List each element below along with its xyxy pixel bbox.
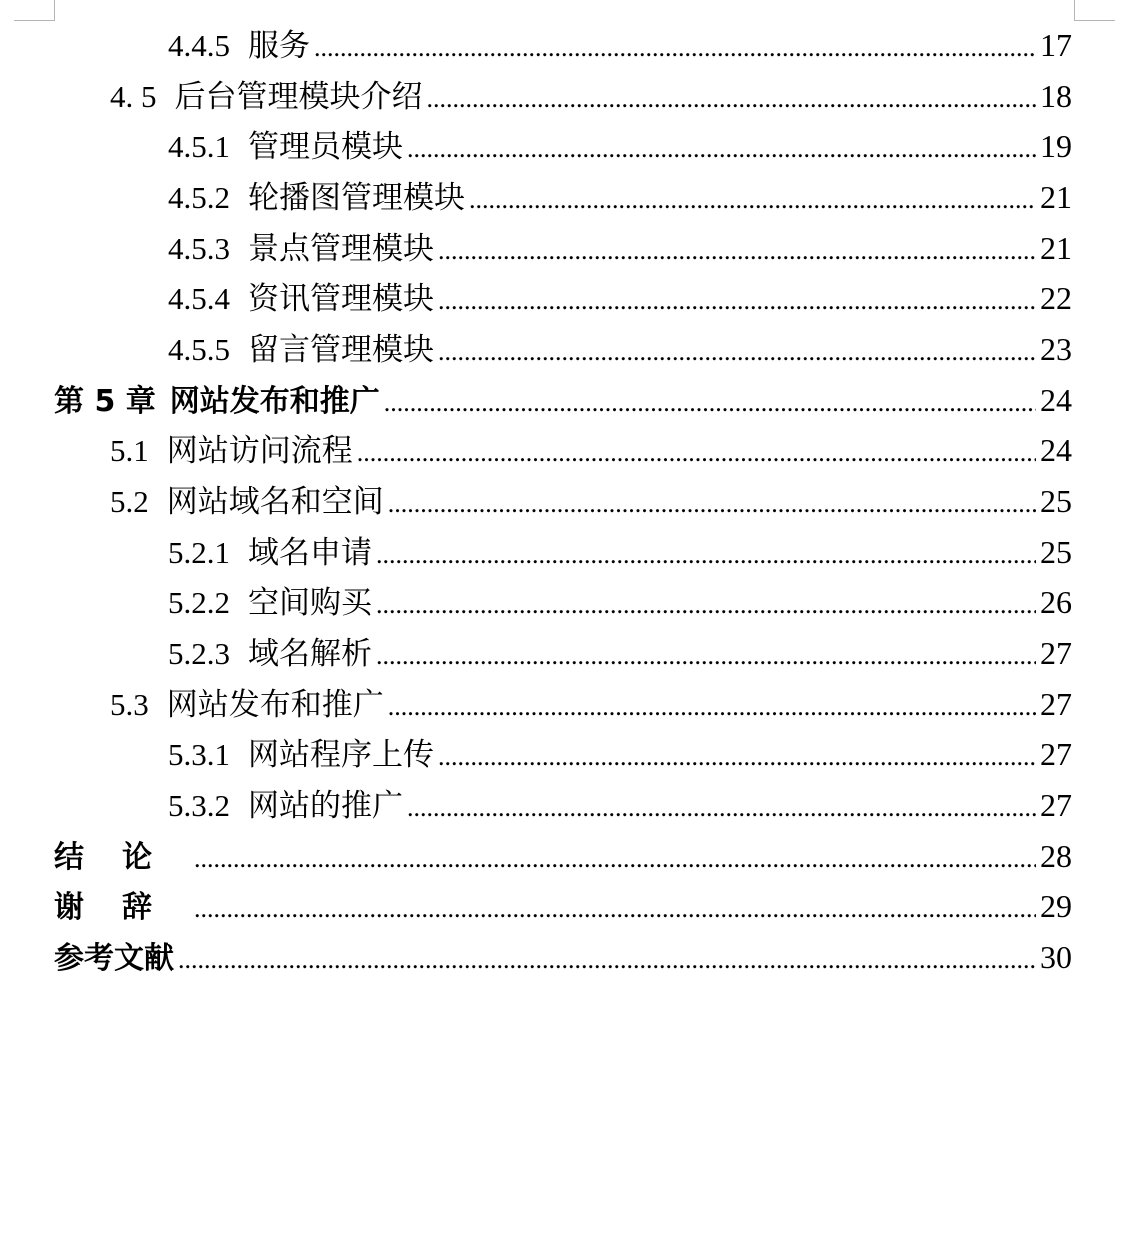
dot-leader bbox=[407, 783, 1036, 833]
toc-entry-number: 5.1 bbox=[110, 433, 149, 468]
toc-entry-title: 结论 bbox=[54, 840, 190, 875]
toc-entry-page: 21 bbox=[1040, 230, 1072, 266]
toc-entry-number: 4.4.5 bbox=[168, 28, 230, 63]
toc-entry[interactable] bbox=[168, 273, 1072, 323]
toc-entry-number: 5.3 bbox=[110, 687, 149, 722]
toc-entry-number: 5.3.2 bbox=[168, 788, 230, 823]
dot-leader bbox=[388, 682, 1036, 732]
toc-entry[interactable] bbox=[110, 71, 1072, 121]
toc-entry-page: 27 bbox=[1040, 686, 1072, 722]
toc-entry-title: 网站发布和推广 bbox=[166, 687, 384, 723]
toc-entry-page: 28 bbox=[1040, 838, 1072, 874]
toc-entry-title: 管理员模块 bbox=[248, 129, 403, 165]
toc-entry-page: 18 bbox=[1040, 78, 1072, 114]
toc-entry-number: 5.3.1 bbox=[168, 737, 230, 772]
toc-entry-chapter[interactable] bbox=[54, 881, 1072, 931]
dot-leader bbox=[194, 834, 1036, 884]
toc-entry-number: 5.2.1 bbox=[168, 535, 230, 570]
toc-entry-title: 网站的推广 bbox=[248, 788, 403, 824]
toc-entry[interactable] bbox=[168, 223, 1072, 273]
toc-entry-title: 网站访问流程 bbox=[166, 433, 353, 469]
toc-entry-page: 21 bbox=[1040, 179, 1072, 215]
toc-entry-page: 22 bbox=[1040, 280, 1072, 316]
toc-entry[interactable] bbox=[168, 324, 1072, 374]
toc-entry[interactable] bbox=[168, 780, 1072, 830]
toc-entry-title: 轮播图管理模块 bbox=[248, 180, 465, 216]
toc-entry-page: 27 bbox=[1040, 635, 1072, 671]
toc-entry-number: 4.5.3 bbox=[168, 231, 230, 266]
toc-entry[interactable] bbox=[168, 121, 1072, 171]
toc-entry-number: 5.2.3 bbox=[168, 636, 230, 671]
dot-leader bbox=[469, 175, 1036, 225]
toc-entry-page: 26 bbox=[1040, 584, 1072, 620]
toc-entry[interactable] bbox=[110, 679, 1072, 729]
toc-entry-page: 25 bbox=[1040, 534, 1072, 570]
toc-entry[interactable] bbox=[168, 527, 1072, 577]
toc-entry[interactable] bbox=[110, 425, 1072, 475]
dot-leader bbox=[376, 530, 1036, 580]
dot-leader bbox=[314, 23, 1036, 73]
toc-entry-number: 4.5.2 bbox=[168, 180, 230, 215]
toc-entry-title: 空间购买 bbox=[248, 585, 372, 621]
toc-entry-title: 服务 bbox=[248, 28, 310, 64]
dot-leader bbox=[178, 935, 1036, 985]
toc-entry-number: 4.5.4 bbox=[168, 281, 230, 316]
toc-entry-page: 24 bbox=[1040, 382, 1072, 418]
toc-entry[interactable] bbox=[168, 628, 1072, 678]
toc-entry-title: 资讯管理模块 bbox=[248, 281, 434, 317]
toc-entry-number: 4.5.5 bbox=[168, 332, 230, 367]
dot-leader bbox=[407, 124, 1036, 174]
dot-leader bbox=[376, 631, 1036, 681]
toc-entry-page: 29 bbox=[1040, 888, 1072, 924]
toc-entry-number: 5.2 bbox=[110, 484, 149, 519]
toc-entry-title: 景点管理模块 bbox=[248, 231, 434, 267]
toc-entry-page: 27 bbox=[1040, 787, 1072, 823]
toc-entry-page: 24 bbox=[1040, 432, 1072, 468]
toc-entry[interactable] bbox=[168, 577, 1072, 627]
dot-leader bbox=[376, 580, 1036, 630]
toc-entry-page: 25 bbox=[1040, 483, 1072, 519]
page-corner-mark-left bbox=[14, 0, 55, 21]
toc-entry-title: 参考文献 bbox=[54, 941, 174, 976]
toc-entry-title: 网站域名和空间 bbox=[166, 484, 384, 520]
dot-leader bbox=[357, 428, 1036, 478]
toc-entry-page: 30 bbox=[1040, 939, 1072, 975]
dot-leader bbox=[388, 479, 1036, 529]
dot-leader bbox=[438, 226, 1036, 276]
dot-leader bbox=[384, 378, 1036, 428]
toc-entry-title: 谢辞 bbox=[54, 890, 190, 925]
toc-entry[interactable] bbox=[168, 172, 1072, 222]
toc-entry-title: 留言管理模块 bbox=[248, 332, 434, 368]
toc-entry[interactable] bbox=[168, 729, 1072, 779]
toc-entry-title: 网站程序上传 bbox=[248, 737, 434, 773]
toc-entry-number: 4. 5 bbox=[110, 79, 157, 114]
toc-entry-page: 27 bbox=[1040, 736, 1072, 772]
toc-entry-page: 23 bbox=[1040, 331, 1072, 367]
toc-entry-title: 网站发布和推广 bbox=[169, 384, 380, 419]
toc-entry-page: 19 bbox=[1040, 128, 1072, 164]
dot-leader bbox=[427, 74, 1037, 124]
toc-entry-title: 后台管理模块介绍 bbox=[174, 79, 423, 115]
dot-leader bbox=[438, 276, 1036, 326]
toc-entry-page: 17 bbox=[1040, 27, 1072, 63]
page-corner-mark-right bbox=[1074, 0, 1115, 21]
toc-entry-title: 域名申请 bbox=[248, 535, 372, 571]
toc-entry[interactable] bbox=[168, 20, 1072, 70]
toc-entry[interactable] bbox=[110, 476, 1072, 526]
toc-entry-title: 域名解析 bbox=[248, 636, 372, 672]
dot-leader bbox=[194, 884, 1036, 934]
toc-entry-number: 4.5.1 bbox=[168, 129, 230, 164]
toc-entry-chapter[interactable] bbox=[54, 932, 1072, 982]
toc-entry-number: 5.2.2 bbox=[168, 585, 230, 620]
toc-entry-chapter[interactable] bbox=[54, 831, 1072, 881]
dot-leader bbox=[438, 327, 1036, 377]
toc-entry-number: 第 5 章 bbox=[54, 384, 156, 419]
toc-entry-chapter[interactable] bbox=[54, 375, 1072, 425]
dot-leader bbox=[438, 732, 1036, 782]
